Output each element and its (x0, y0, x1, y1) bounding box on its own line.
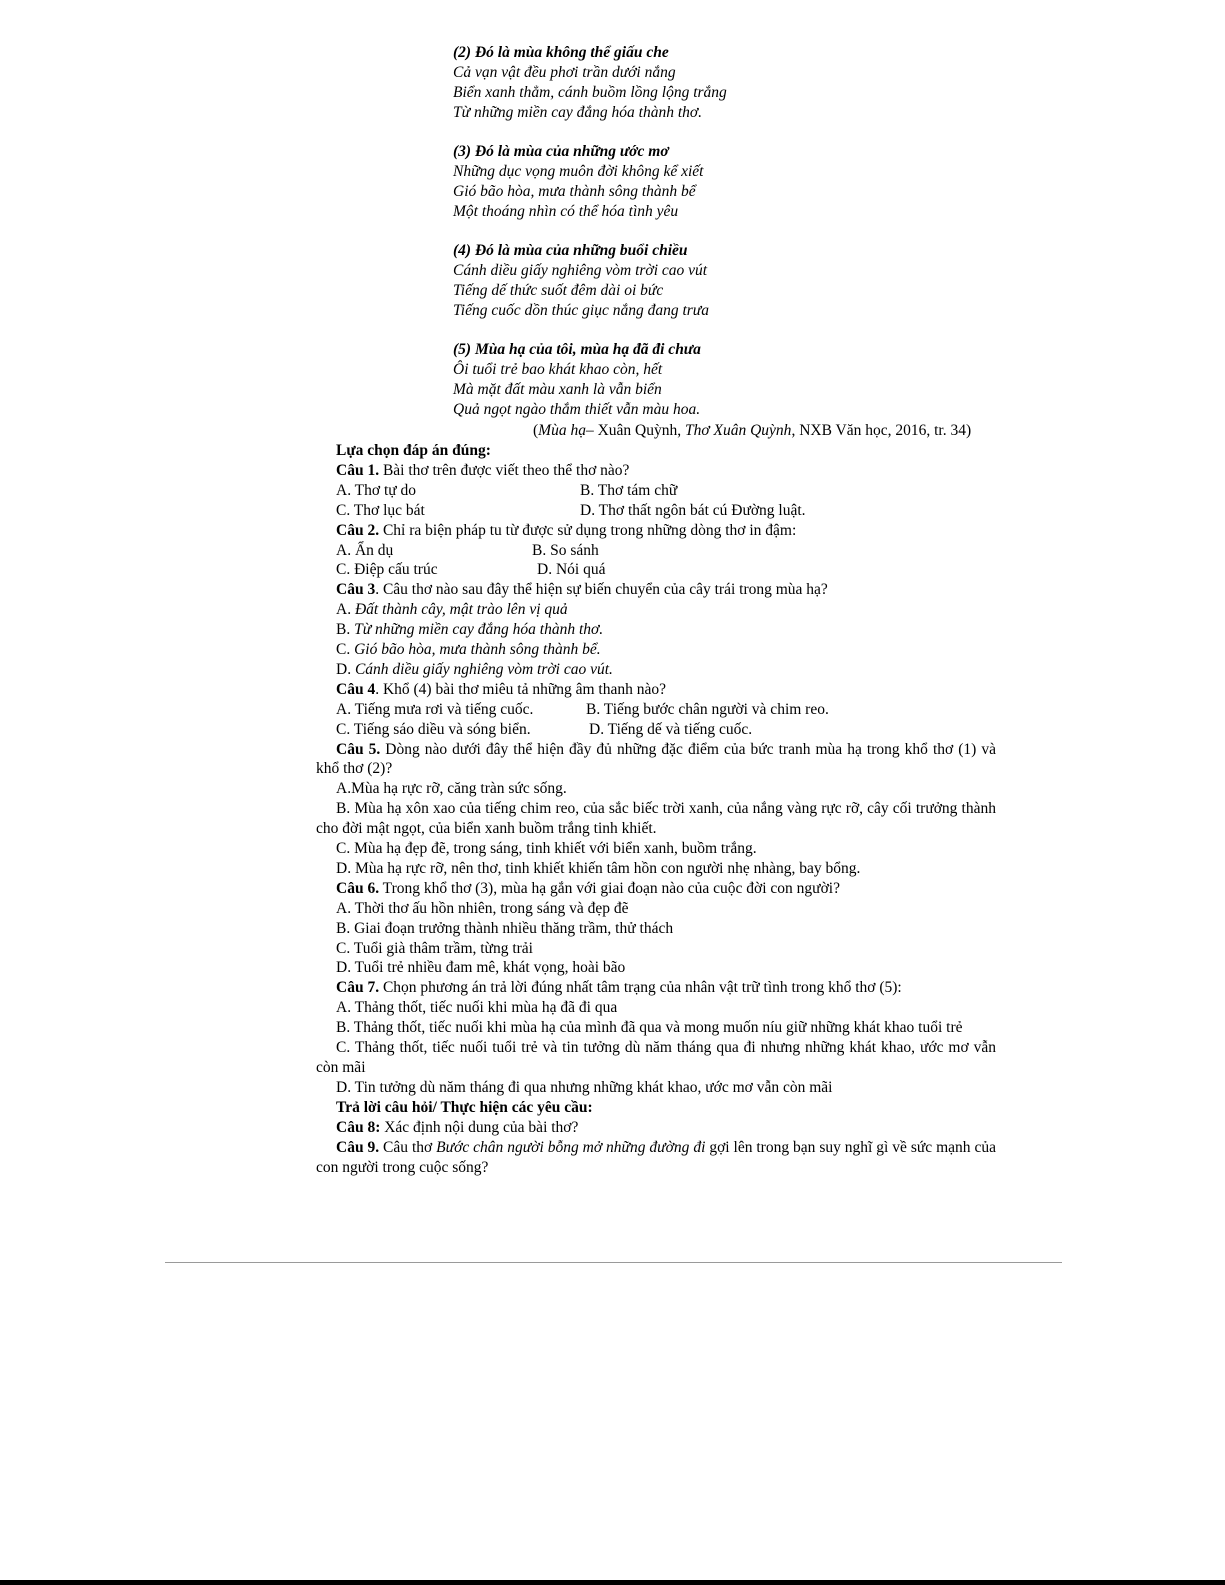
question-text: Trong khổ thơ (3), mùa hạ gắn với giai đoạn nào của cuộc đời con người? (379, 879, 840, 897)
page-divider (165, 1262, 1062, 1263)
question-text: Dòng nào dưới đây thể hiện đầy đủ những đặc điểm của bức tranh mùa hạ trong khổ thơ (1) và khổ thơ (2)? (316, 740, 996, 778)
question-3 (316, 580, 996, 600)
poem-line: Quả ngọt ngào thắm thiết vẫn màu hoa. (453, 401, 701, 418)
citation-book: Thơ Xuân Quỳnh (685, 422, 792, 439)
option-row (316, 720, 996, 740)
poem-line: Mà mặt đất màu xanh là vẫn biển (453, 381, 662, 398)
question-label: Câu 4 (336, 680, 376, 698)
option: C. Thơ lục bát (336, 501, 425, 519)
poem-line: Những dục vọng muôn đời không kể xiết (453, 163, 704, 180)
question-text: Xác định nội dung của bài thơ? (380, 1118, 579, 1136)
question-label: Câu 8: (336, 1118, 381, 1136)
option-text: Cánh diều giấy nghiêng vòm trời cao vút. (354, 660, 613, 678)
poem-line: Gió bão hòa, mưa thành sông thành bể (453, 183, 696, 200)
option-row (316, 501, 996, 521)
poem-line: Biển xanh thẳm, cánh buồm lồng lộng trắng (453, 84, 727, 101)
question-label: Câu 5. (336, 740, 381, 758)
poem-stanza (453, 43, 1013, 123)
stanza-heading: (2) Đó là mùa không thể giấu che (453, 44, 669, 61)
poem-stanza (453, 241, 1013, 321)
question-4 (316, 680, 996, 700)
question-7 (316, 978, 996, 998)
poem-line: Một thoáng nhìn có thể hóa tình yêu (453, 203, 679, 220)
option: A. Ẩn dụ (336, 541, 394, 559)
option-text: Gió bão hòa, mưa thành sông thành bể. (354, 641, 601, 658)
poem (453, 43, 1013, 439)
option: A.Mùa hạ rực rỡ, căng tràn sức sống. (336, 780, 567, 798)
option: A. Thảng thốt, tiếc nuối khi mùa hạ đã đi qua (336, 999, 618, 1017)
question-text: Bài thơ trên được viết theo thể thơ nào? (379, 461, 630, 479)
poem-stanza (453, 142, 1013, 222)
section-heading: Lựa chọn đáp án đúng: (336, 442, 491, 459)
question-text: . Khổ (4) bài thơ miêu tả những âm thanh nào? (375, 680, 666, 698)
question-label: Câu 3 (336, 581, 376, 599)
question-text: gợi lên trong bạn suy nghĩ gì về sức mạnh của con người trong cuộc sống? (316, 1138, 996, 1176)
question-2 (316, 521, 996, 541)
option: D. Nói quá (537, 561, 606, 579)
question-label: Câu 6. (336, 879, 380, 897)
option: B. Tiếng bước chân người và chim reo. (586, 700, 829, 718)
option (316, 620, 996, 640)
citation-author: – Xuân Quỳnh, (585, 422, 685, 439)
option-text: Đất thành cây, mật trào lên vị quả (354, 601, 568, 619)
poem-line: Cả vạn vật đều phơi trần dưới nắng (453, 64, 676, 81)
question-text: Chỉ ra biện pháp tu từ được sử dụng trong những dòng thơ in đậm: (379, 521, 797, 539)
stanza-heading: (3) Đó là mùa của những ước mơ (453, 143, 669, 160)
option: D. Thơ thất ngôn bát cú Đường luật. (580, 501, 806, 519)
poem-line: Cánh diều giấy nghiêng vòm trời cao vút (453, 262, 708, 279)
option-row (316, 700, 996, 720)
option: C. Mùa hạ đẹp đẽ, trong sáng, tinh khiết với biển xanh, buồm trắng. (336, 840, 757, 858)
citation-publisher: , NXB Văn học, 2016, tr. 34) (791, 422, 972, 439)
citation-open: ( (533, 422, 539, 439)
option (316, 640, 996, 660)
option: C. Tuổi già thâm trầm, từng trải (336, 939, 533, 957)
option-key: D. (336, 660, 355, 678)
option-text: Từ những miền cay đắng hóa thành thơ. (354, 621, 604, 639)
question-label: Câu 1. (336, 461, 380, 479)
option: C. Tiếng sáo diều và sóng biển. (336, 720, 531, 738)
question-8 (316, 1118, 996, 1138)
question-6 (316, 879, 996, 899)
question-text: Câu thơ (379, 1138, 437, 1156)
poem-stanza (453, 340, 1013, 420)
poem-line: Tiếng cuốc dồn thúc giục nắng đang trưa (453, 302, 709, 319)
option: A. Tiếng mưa rơi và tiếng cuốc. (336, 700, 534, 718)
option: A. Thơ tự do (336, 481, 417, 499)
option-key: A. (336, 601, 355, 619)
poem-line: Ôi tuổi trẻ bao khát khao còn, hết (453, 361, 663, 378)
option: C. Thảng thốt, tiếc nuối tuổi trẻ và tin tưởng dù năm tháng qua đi nhưng những khát khao, ước mơ vẫn còn mãi (316, 1039, 996, 1076)
option-row (316, 481, 996, 501)
section-heading: Trả lời câu hỏi/ Thực hiện các yêu cầu: (336, 1098, 593, 1116)
poem-line: Tiếng dế thức suốt đêm dài oi bức (453, 282, 664, 299)
question-1 (316, 461, 996, 481)
poem-citation (533, 421, 971, 441)
option (316, 600, 996, 620)
option-row (316, 560, 996, 580)
option-row (316, 541, 996, 561)
question-label: Câu 2. (336, 521, 380, 539)
option: D. Tin tưởng dù năm tháng đi qua nhưng những khát khao, ước mơ vẫn còn mãi (336, 1078, 833, 1096)
option: D. Tuổi trẻ nhiều đam mê, khát vọng, hoài bão (336, 959, 626, 977)
citation-title: Mùa hạ (538, 422, 586, 439)
question-9 (316, 1138, 996, 1178)
question-5 (316, 740, 996, 780)
option-key: C. (336, 641, 355, 658)
stanza-heading: (5) Mùa hạ của tôi, mùa hạ đã đi chưa (453, 341, 701, 358)
option: B. Mùa hạ xôn xao của tiếng chim reo, của sắc biếc trời xanh, của nắng vàng rực rỡ, cây cối trưởng thành cho đời mật ngọt, của biển xanh buồm trắng tinh khiết. (316, 800, 996, 838)
bottom-border (0, 1580, 1225, 1585)
option: A. Thời thơ ấu hồn nhiên, trong sáng và đẹp đẽ (336, 899, 629, 917)
option (316, 660, 996, 680)
option: B. Thơ tám chữ (580, 481, 678, 499)
option: B. Giai đoạn trưởng thành nhiều thăng trầm, thử thách (336, 919, 674, 937)
option: B. So sánh (532, 541, 599, 559)
questions (316, 441, 996, 1177)
question-label: Câu 9. (336, 1138, 380, 1156)
poem-line: Từ những miền cay đắng hóa thành thơ. (453, 104, 703, 121)
stanza-heading: (4) Đó là mùa của những buổi chiều (453, 242, 688, 259)
option: C. Điệp cấu trúc (336, 561, 438, 579)
question-label: Câu 7. (336, 979, 380, 997)
question-text: Chọn phương án trả lời đúng nhất tâm trạng của nhân vật trữ tình trong khổ thơ (5): (379, 979, 902, 997)
option-key: B. (336, 621, 355, 639)
option: D. Mùa hạ rực rỡ, nên thơ, tinh khiết khiến tâm hồn con người nhẹ nhàng, bay bổng. (336, 859, 861, 877)
question-text: . Câu thơ nào sau đây thể hiện sự biến chuyển của cây trái trong mùa hạ? (375, 581, 828, 599)
option: B. Thảng thốt, tiếc nuối khi mùa hạ của mình đã qua và mong muốn níu giữ những khát khao tuổi trẻ (336, 1019, 963, 1037)
option: D. Tiếng dế và tiếng cuốc. (589, 720, 753, 738)
question-quote: Bước chân người bỗng mở những đường đi (436, 1138, 706, 1156)
